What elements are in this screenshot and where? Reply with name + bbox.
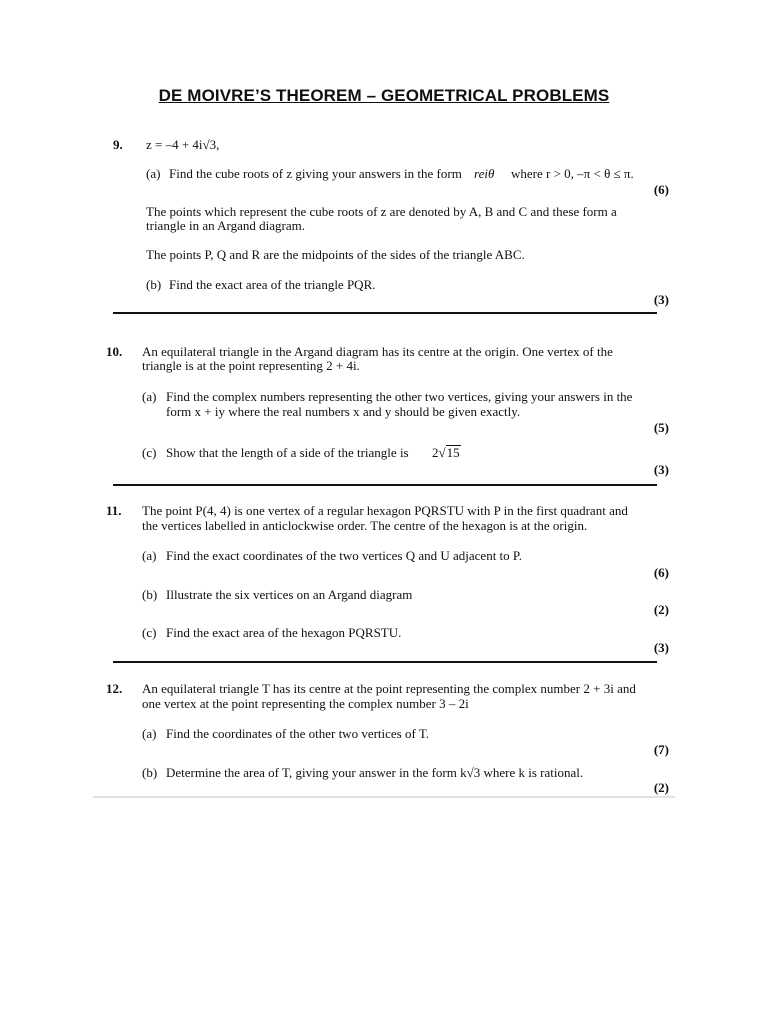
q12-stem-line-2: one vertex at the point representing the complex number 3 – 2i: [142, 696, 469, 711]
q11-stem-line-1: The point P(4, 4) is one vertex of a regular hexagon PQRSTU with P in the first quadrant and: [142, 503, 628, 518]
q12-part-a-text: Find the coordinates of the other two vertices of T.: [166, 726, 430, 741]
radical-sign-icon: √: [438, 445, 446, 460]
q9-paragraph-1-line-1: The points which represent the cube roots of z are denoted by A, B and C and these form a: [146, 204, 617, 219]
question-number-9: 9.: [113, 137, 123, 152]
q9-part-b-label: (b): [146, 277, 162, 292]
question-number-10: 10.: [106, 344, 123, 359]
question-number-12: 12.: [106, 681, 123, 696]
q11-part-a-marks: (6): [653, 565, 669, 580]
q11-part-c-label: (c): [142, 625, 157, 640]
q10-part-a-line-2: form x + iy where the real numbers x and y should be given exactly.: [166, 404, 521, 419]
q10-stem-line-2: triangle is at the point representing 2 + 4i.: [142, 358, 360, 373]
q9-part-a-form: reiθ: [474, 166, 495, 181]
q12-part-a-label: (a): [142, 726, 157, 741]
page-bottom-rule: [93, 796, 675, 798]
q11-part-b-label: (b): [142, 587, 158, 602]
q10-stem-line-1: An equilateral triangle in the Argand diagram has its centre at the origin. One vertex of the: [142, 344, 613, 359]
q9-part-b-text: Find the exact area of the triangle PQR.: [169, 277, 376, 292]
q10-part-c-marks: (3): [653, 462, 669, 477]
divider-rule: [113, 312, 657, 314]
page-title: DE MOIVRE’S THEOREM – GEOMETRICAL PROBLEMS: [158, 86, 610, 105]
q9-stem: z = –4 + 4i√3,: [146, 137, 220, 152]
q10-part-a-label: (a): [142, 389, 157, 404]
question-number-11: 11.: [106, 503, 122, 518]
q10-side-length-coefficient: 2: [432, 445, 439, 460]
q12-part-a-marks: (7): [653, 742, 669, 757]
q12-part-b-text: Determine the area of T, giving your answer in the form k√3 where k is rational.: [166, 765, 584, 780]
q11-part-c-text: Find the exact area of the hexagon PQRSTU.: [166, 625, 402, 640]
q11-part-a-label: (a): [142, 548, 157, 563]
q11-stem-line-2: the vertices labelled in anticlockwise order. The centre of the hexagon is at the origin.: [142, 518, 588, 533]
q9-part-a-marks: (6): [653, 182, 669, 197]
q10-part-c-text: Show that the length of a side of the triangle is: [166, 445, 409, 460]
q11-part-b-text: Illustrate the six vertices on an Argand diagram: [166, 587, 413, 602]
q11-part-c-marks: (3): [653, 640, 669, 655]
q10-part-a-line-1: Find the complex numbers representing the other two vertices, giving your answers in the: [166, 389, 633, 404]
q9-part-a-label: (a): [146, 166, 161, 181]
q10-part-a-marks: (5): [653, 420, 669, 435]
divider-rule: [113, 484, 657, 486]
q9-part-b-marks: (3): [653, 292, 669, 307]
q9-part-a-condition: where r > 0, –π < θ ≤ π.: [511, 166, 634, 181]
q12-part-b-label: (b): [142, 765, 158, 780]
q10-side-length-expression: [432, 445, 461, 460]
divider-rule: [113, 661, 657, 663]
q11-part-a-text: Find the exact coordinates of the two vertices Q and U adjacent to P.: [166, 548, 522, 563]
q9-paragraph-2: The points P, Q and R are the midpoints of the sides of the triangle ABC.: [146, 247, 525, 262]
q12-part-b-marks: (2): [653, 780, 669, 795]
q11-part-b-marks: (2): [653, 602, 669, 617]
q9-paragraph-1-line-2: triangle in an Argand diagram.: [146, 218, 305, 233]
q12-stem-line-1: An equilateral triangle T has its centre at the point representing the complex number 2 + 3i and: [142, 681, 636, 696]
q10-side-length-radicand: 15: [446, 445, 460, 460]
q9-part-a-text: Find the cube roots of z giving your answers in the form: [169, 166, 462, 181]
q10-part-c-label: (c): [142, 445, 157, 460]
